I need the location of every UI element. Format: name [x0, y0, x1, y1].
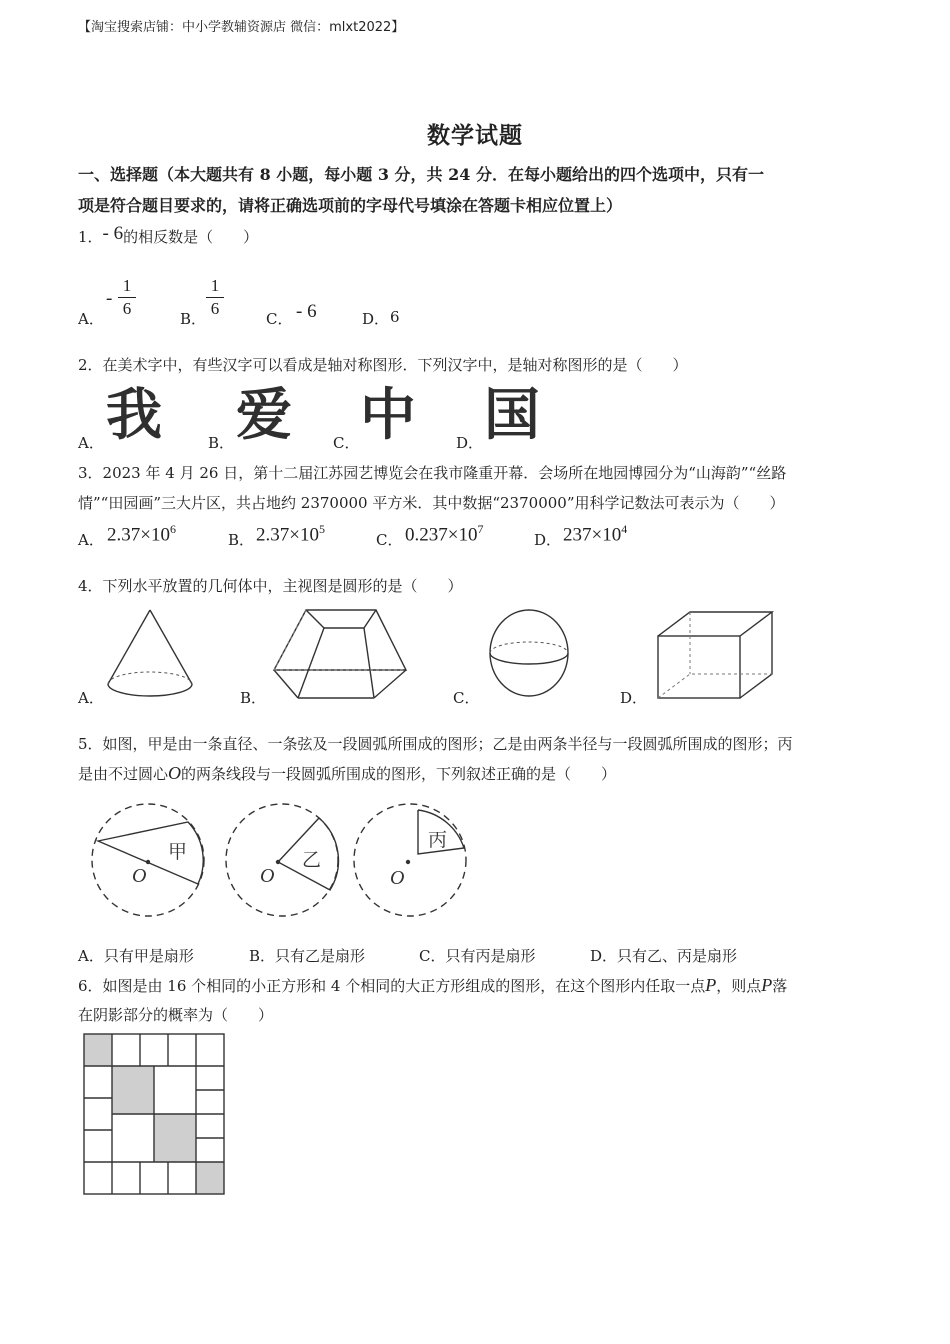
q5-fig1-label: 甲 [168, 842, 188, 863]
q5-stem-center-o: O [168, 763, 182, 783]
q2-option-a-label: A． [78, 434, 104, 452]
q6-point-p2: P [761, 975, 773, 995]
q4-cuboid-figure [652, 608, 778, 702]
q5-option-b: B．只有乙是扇形 [249, 947, 366, 965]
q1-expression: - 6 [102, 223, 124, 244]
shaded-square [154, 1114, 196, 1162]
q1-option-b-label: B． [180, 310, 207, 328]
q1-option-a-sign: - [106, 288, 113, 309]
page-title: 数学试题 [427, 122, 523, 149]
q1-option-c-label: C． [266, 310, 293, 328]
q1-option-a-denominator: 6 [122, 299, 132, 318]
q6-stem-line1-b: ，则点 [716, 977, 762, 995]
q2-option-a-char: 我 [106, 383, 162, 448]
q6-grid-figure [82, 1032, 228, 1200]
q1-option-a-label: A． [78, 310, 104, 328]
q4-option-b-label: B． [240, 689, 267, 707]
q5-stem-line2 [78, 763, 616, 784]
q4-option-a-label: A． [78, 689, 104, 707]
q3-option-a-base: 2.37×10 [107, 524, 170, 546]
q3-option-b-label: B． [228, 531, 255, 549]
q4-option-d-label: D． [620, 689, 648, 707]
q5-fig3-center: O [390, 867, 405, 889]
q2-option-c-char: 中 [360, 383, 416, 448]
q3-option-a-label: A． [78, 531, 104, 549]
q3-option-b-value [256, 522, 325, 546]
q5-stem-line2-b: 的两条线段与一段圆弧所围成的图形，下列叙述正确的是（ ） [181, 765, 617, 783]
q6-stem-line2: 在阴影部分的概率为（ ） [78, 1006, 274, 1024]
q4-cone-figure [104, 606, 196, 700]
q6-stem-line1-c: 落 [772, 977, 788, 995]
q5-fig1-center: O [132, 865, 147, 887]
q5-stem-line1: 5．如图，甲是由一条直径、一条弦及一段圆弧所围成的图形；乙是由两条半径与一段圆弧所围成的图形；丙 [78, 735, 793, 753]
section-heading-line1: 一、选择题（本大题共有 8 小题，每小题 3 分，共 24 分．在每小题给出的四个选项中，只有一 [78, 165, 764, 184]
q1-number: 1． [78, 228, 103, 246]
q5-figure-yi [222, 796, 342, 924]
q1-stem [78, 223, 259, 248]
q1-option-b-denominator: 6 [210, 299, 220, 318]
q6-point-p1: P [705, 975, 717, 995]
q3-stem-line1: 3．2023 年 4 月 26 日，第十二届江苏园艺博览会在我市隆重开幕．会场所在地园博园分为“山海韵”“丝路 [78, 464, 787, 482]
q5-figure-jia [90, 796, 210, 924]
q1-option-b-fraction [206, 277, 224, 318]
q5-option-c: C．只有丙是扇形 [419, 947, 536, 965]
q5-option-d: D．只有乙、丙是扇形 [590, 947, 738, 965]
fraction-bar [118, 297, 136, 298]
fraction-bar [206, 297, 224, 298]
q5-stem-line2-a: 是由不过圆心 [78, 765, 169, 783]
q3-option-c-base: 0.237×10 [405, 524, 478, 546]
q4-option-c-label: C． [453, 689, 480, 707]
q2-option-b-label: B． [208, 434, 235, 452]
q6-stem-line1 [78, 975, 787, 996]
q3-option-c-label: C． [376, 531, 403, 549]
q3-option-d-label: D． [534, 531, 562, 549]
q3-option-b-exponent: 5 [318, 522, 325, 536]
q3-option-c-exponent: 7 [477, 522, 484, 536]
q5-fig2-center: O [260, 865, 275, 887]
q1-option-d-label: D． [362, 310, 390, 328]
q1-option-b-numerator: 1 [210, 276, 220, 295]
q4-sphere-figure [486, 606, 572, 700]
q6-stem-line1-a: 6．如图是由 16 个相同的小正方形和 4 个相同的大正方形组成的图形，在这个图形内任取一点 [78, 977, 706, 995]
q2-stem: 2．在美术字中，有些汉字可以看成是轴对称图形．下列汉字中，是轴对称图形的是（ ） [78, 356, 688, 374]
shaded-square [196, 1162, 224, 1194]
q4-frustum-figure [268, 606, 414, 702]
q3-option-a-exponent: 6 [169, 522, 176, 536]
q1-option-a-numerator: 1 [122, 276, 132, 295]
q5-fig3-label: 丙 [428, 830, 448, 851]
q5-fig2-label: 乙 [302, 850, 322, 871]
q5-figure-bing [352, 796, 472, 924]
q3-option-d-base: 237×10 [563, 524, 622, 546]
shaded-square [84, 1034, 112, 1066]
q1-text: 的相反数是（ ） [123, 228, 259, 246]
q2-option-d-label: D． [456, 434, 484, 452]
q2-option-b-char: 爱 [236, 383, 292, 448]
q1-option-a-fraction [118, 277, 136, 318]
q4-stem: 4．下列水平放置的几何体中，主视图是圆形的是（ ） [78, 577, 463, 595]
q1-option-d-value: 6 [390, 308, 400, 326]
q3-option-d-value [563, 522, 627, 546]
shaded-square [112, 1066, 154, 1114]
q3-option-d-exponent: 4 [621, 522, 628, 536]
q1-option-c-value: - 6 [296, 301, 317, 322]
section-heading-line2: 项是符合题目要求的，请将正确选项前的字母代号填涂在答题卡相应位置上） [78, 196, 623, 215]
page-header: 【淘宝搜索店铺：中小学教辅资源店 微信：mlxt2022】 [78, 20, 405, 35]
q3-option-c-value [405, 522, 483, 546]
q5-option-a: A．只有甲是扇形 [78, 947, 194, 965]
q2-option-d-char: 国 [484, 383, 540, 448]
q2-option-c-label: C． [333, 434, 360, 452]
q3-option-b-base: 2.37×10 [256, 524, 319, 546]
q3-stem-line2: 情”“田园画”三大片区，共占地约 2370000 平方米．其中数据“2370000”用科学记数法可表示为（ ） [78, 494, 785, 512]
q3-option-a-value [107, 522, 176, 546]
